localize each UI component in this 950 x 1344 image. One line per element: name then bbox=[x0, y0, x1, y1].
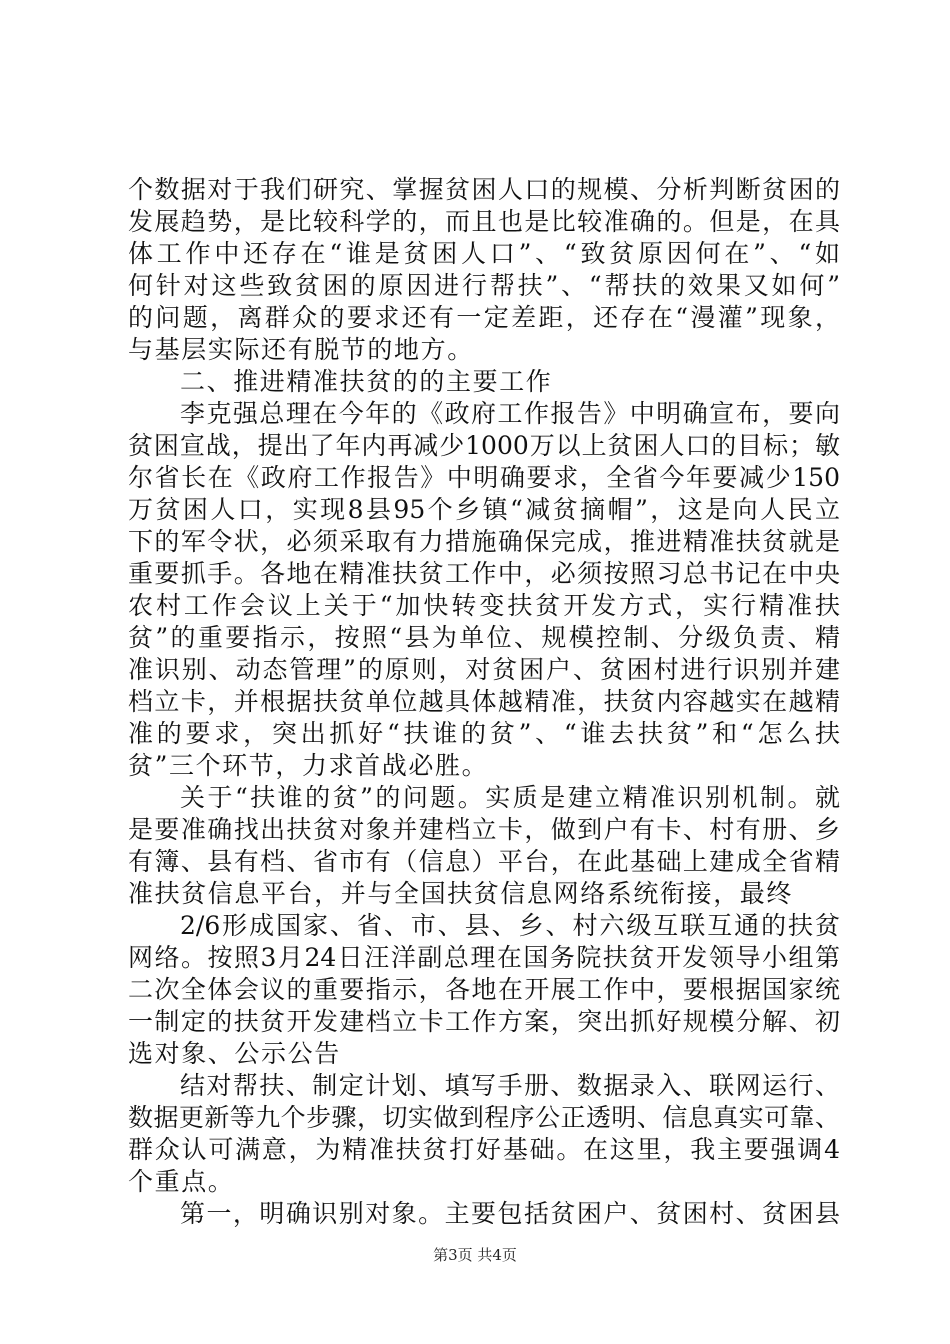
text-line: 关于“扶谁的贫”的问题。实质是建立精准识别机制。就 bbox=[180, 783, 840, 812]
text-line: 体工作中还存在“谁是贫困人口”、“致贫原因何在”、“如 bbox=[128, 239, 840, 268]
text-line: 下的军令状，必须采取有力措施确保完成，推进精准扶贫就是 bbox=[128, 527, 840, 556]
text-line: 李克强总理在今年的《政府工作报告》中明确宣布，要向 bbox=[180, 399, 840, 428]
text-line: 是要准确找出扶贫对象并建档立卡，做到户有卡、村有册、乡 bbox=[128, 815, 840, 844]
text-line: 重要抓手。各地在精准扶贫工作中，必须按照习总书记在中央 bbox=[128, 559, 840, 588]
text-line: 贫”的重要指示，按照“县为单位、规模控制、分级负责、精 bbox=[128, 623, 840, 652]
text-line: 二次全体会议的重要指示，各地在开展工作中，要根据国家统 bbox=[128, 975, 840, 1004]
text-line: 贫”三个环节，力求首战必胜。 bbox=[128, 751, 489, 780]
text-line: 与基层实际还有脱节的地方。 bbox=[128, 335, 474, 364]
page-footer: 第3页 共4页 bbox=[433, 1246, 517, 1264]
text-line: 档立卡，并根据扶贫单位越具体越精准，扶贫内容越实在越精 bbox=[128, 687, 840, 716]
text-line: 网络。按照3月24日汪洋副总理在国务院扶贫开发领导小组第 bbox=[128, 943, 840, 972]
text-line: 的问题，离群众的要求还有一定差距，还存在“漫灌”现象， bbox=[128, 303, 840, 332]
text-line: 尔省长在《政府工作报告》中明确要求，全省今年要减少150 bbox=[128, 463, 840, 492]
text-line: 群众认可满意，为精准扶贫打好基础。在这里，我主要强调4 bbox=[128, 1135, 840, 1164]
text-line: 准识别、动态管理”的原则，对贫困户、贫困村进行识别并建 bbox=[128, 655, 840, 684]
text-line: 个重点。 bbox=[128, 1167, 235, 1196]
text-line: 第一，明确识别对象。主要包括贫困户、贫困村、贫困县 bbox=[180, 1199, 840, 1228]
text-line: 选对象、公示公告 bbox=[128, 1039, 341, 1068]
text-line: 有簿、县有档、省市有（信息）平台，在此基础上建成全省精 bbox=[128, 847, 840, 876]
text-line: 准的要求，突出抓好“扶谁的贫”、“谁去扶贫”和“怎么扶 bbox=[128, 719, 840, 748]
document-body bbox=[128, 174, 840, 1230]
text-line: 准扶贫信息平台，并与全国扶贫信息网络系统衔接，最终 bbox=[128, 879, 794, 908]
text-line: 发展趋势，是比较科学的，而且也是比较准确的。但是，在具 bbox=[128, 207, 840, 236]
text-line: 万贫困人口，实现8县95个乡镇“减贫摘帽”，这是向人民立 bbox=[128, 495, 840, 524]
text-line: 二、推进精准扶贫的的主要工作 bbox=[180, 367, 553, 396]
text-line: 结对帮扶、制定计划、填写手册、数据录入、联网运行、 bbox=[180, 1071, 840, 1100]
text-line: 农村工作会议上关于“加快转变扶贫开发方式，实行精准扶 bbox=[128, 591, 840, 620]
text-line: 一制定的扶贫开发建档立卡工作方案，突出抓好规模分解、初 bbox=[128, 1007, 840, 1036]
text-line: 2/6形成国家、省、市、县、乡、村六级互联互通的扶贫 bbox=[180, 911, 840, 940]
text-line: 数据更新等九个步骤，切实做到程序公正透明、信息真实可靠、 bbox=[128, 1103, 840, 1132]
text-line: 个数据对于我们研究、掌握贫困人口的规模、分析判断贫困的 bbox=[128, 175, 840, 204]
text-line: 何针对这些致贫困的原因进行帮扶”、“帮扶的效果又如何” bbox=[128, 271, 840, 300]
text-line: 贫困宣战，提出了年内再减少1000万以上贫困人口的目标；敏 bbox=[128, 431, 840, 460]
